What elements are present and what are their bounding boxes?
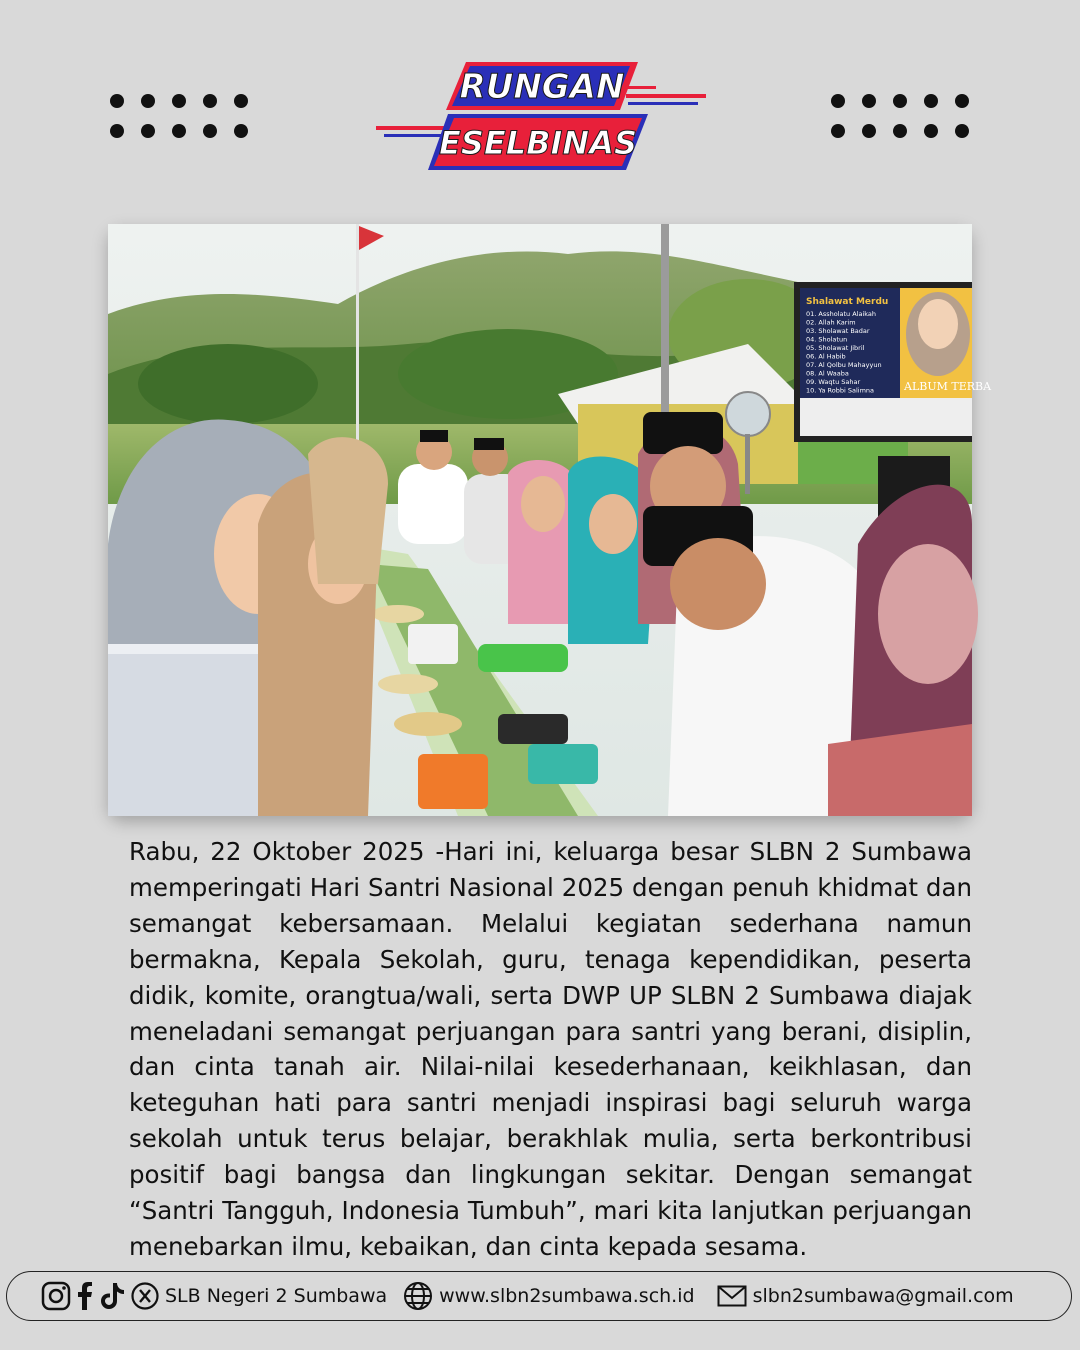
email-link[interactable]: slbn2sumbawa@gmail.com: [752, 1285, 1014, 1307]
logo-line2: ESELBINAS: [438, 124, 638, 162]
decorative-dot: [924, 94, 938, 108]
website-link[interactable]: www.slbn2sumbawa.sch.id: [439, 1285, 695, 1307]
dot-grid-right: [831, 94, 971, 138]
decorative-dot: [955, 94, 969, 108]
logo-line1: RUNGAN: [459, 67, 625, 107]
decorative-dot: [831, 124, 845, 138]
social-handle[interactable]: SLB Negeri 2 Sumbawa: [165, 1285, 388, 1307]
tv-playlist-item: 10. Ya Robbi Salimna: [806, 386, 875, 395]
tv-badge: ALBUM TERBA: [904, 380, 992, 393]
tv-title: Shalawat Merdu: [806, 297, 889, 307]
decorative-dot: [955, 124, 969, 138]
decorative-dot: [234, 94, 248, 108]
tv-playlist-item: 01. Assholatu Alaikah: [806, 310, 877, 318]
article-body: Rabu, 22 Oktober 2025 -Hari ini, keluarga besar SLBN 2 Sumbawa memperingati Hari Santri Nasional 2025 dengan penuh khidmat dan semangat kebersamaan. Melalui kegiatan sederhana namun bermakna, Kepala Sekolah, guru, tenaga kependidikan, peserta didik, komite, orangtua/wali, serta DWP UP SLBN 2 Sumbawa diajak meneladani semangat perjuangan para santri yang berani, disiplin, dan cinta tanah air. Nilai-nilai kesederhanaan, keikhlasan, dan keteguhan hati para santri menjadi inspirasi bagi seluruh warga sekolah untuk terus belajar, berakhlak mulia, serta berkontribusi positif bagi bangsa dan lingkungan sekitar. Dengan semangat “Santri Tangguh, Indonesia Tumbuh”, mari kita lanjutkan perjuangan menebarkan ilmu, kebaikan, dan cinta kepada sesama.: [129, 837, 972, 1261]
decorative-dot: [234, 124, 248, 138]
decorative-dot: [203, 94, 217, 108]
decorative-dot: [831, 94, 845, 108]
decorative-dot: [893, 124, 907, 138]
decorative-dot: [172, 94, 186, 108]
facebook-icon[interactable]: [77, 1281, 93, 1311]
decorative-dot: [203, 124, 217, 138]
decorative-dot: [110, 124, 124, 138]
decorative-dot: [141, 94, 155, 108]
tv-playlist-item: 03. Sholawat Badar: [806, 327, 870, 335]
tv-playlist-item: 02. Allah Karim: [806, 318, 856, 327]
event-photo: [108, 224, 992, 816]
tv-playlist-item: 04. Sholatun: [806, 335, 848, 344]
x-icon[interactable]: [131, 1282, 159, 1310]
decorative-dot: [110, 94, 124, 108]
footer-bar: [6, 1271, 1072, 1321]
tv-playlist-item: 09. Waqtu Sahar: [806, 378, 861, 386]
tv-playlist-item: 07. Al Qolbu Mahayyun: [806, 361, 882, 369]
globe-icon: [403, 1281, 433, 1311]
decorative-dot: [862, 94, 876, 108]
decorative-dot: [924, 124, 938, 138]
instagram-icon[interactable]: [41, 1281, 71, 1311]
decorative-dot: [172, 124, 186, 138]
tiktok-icon[interactable]: [99, 1281, 125, 1311]
decorative-dot: [893, 94, 907, 108]
tv-playlist-item: 06. Al Habib: [806, 352, 846, 361]
decorative-dot: [862, 124, 876, 138]
brand-logo: [376, 58, 706, 174]
decorative-dot: [141, 124, 155, 138]
dot-grid-left: [110, 94, 250, 138]
tv-playlist-item: 08. Al Waaba: [806, 369, 849, 378]
tv-playlist-item: 05. Sholawat Jibril: [806, 344, 865, 352]
mail-icon: [717, 1285, 747, 1307]
